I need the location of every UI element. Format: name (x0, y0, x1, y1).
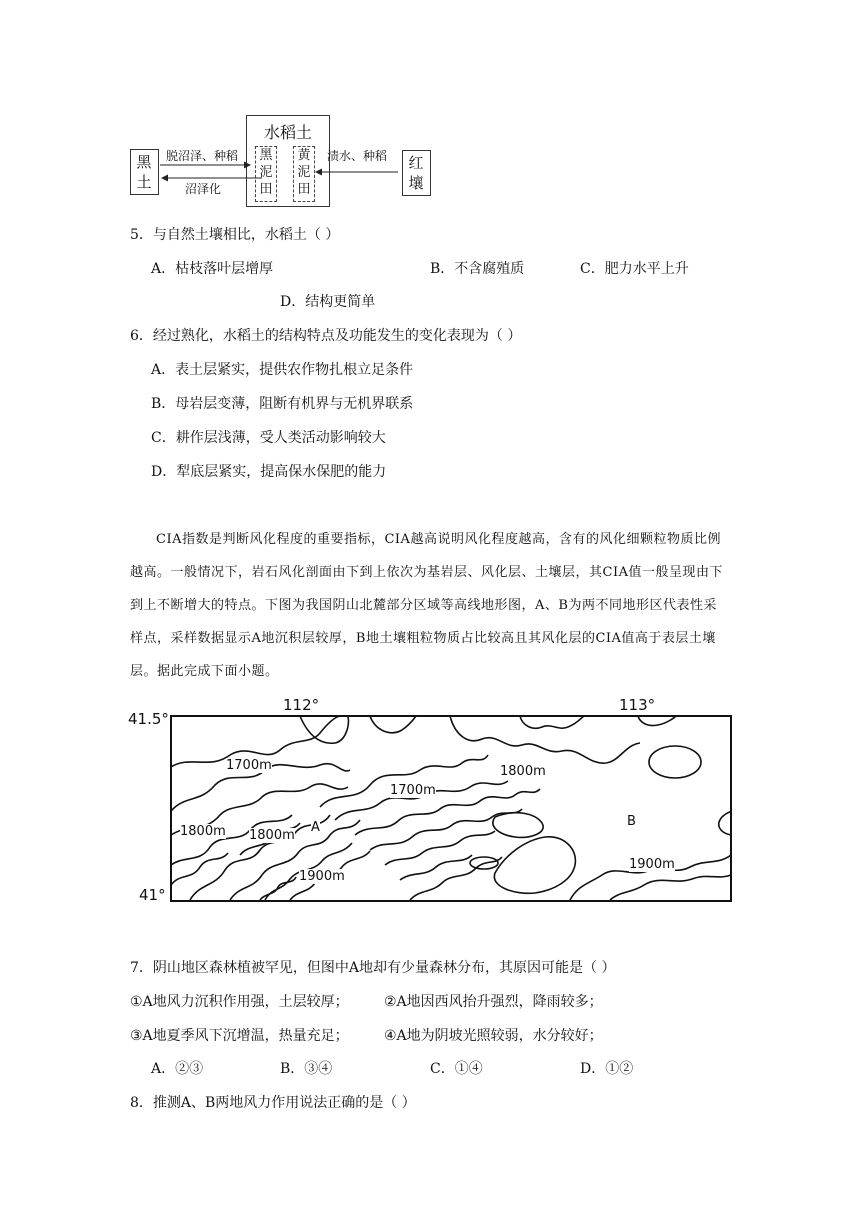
yellow-mud-field-char-3: 田 (297, 182, 311, 197)
black-soil-char-2: 土 (136, 173, 152, 191)
yellow-mud-field-char-1: 黄 (297, 148, 311, 163)
q5-stem: 5．与自然土壤相比，水稻土（ ） (130, 227, 340, 243)
q5-option-d: D．结构更简单 (280, 294, 376, 310)
q7-statement-4: ④A地为阴坡光照较弱，水分较好； (384, 1028, 603, 1044)
reading-passage: CIA指数是判断风化程度的重要指标，CIA越高说明风化程度越高，含有的风化细颗粒物质比例越高。一般情况下，岩石风化剖面由下到上依次为基岩层、风化层、土壤层，其CIA值一般呈现由下到上不断增大的特点。下图为我国阴山北麓部分区域等高线地形图，A、B为两不同地形区代表性采样点，采样数据显示A地沉积层较厚，B地土壤粗粒物质占比较高且其风化层的CIA值高于表层土壤层。据此完成下面小题。 (130, 532, 723, 679)
contour-label-1900-right: 1900m (629, 857, 675, 872)
longitude-label-112: 112° (283, 696, 320, 714)
left-arrow-top-label: 脱沼泽、种稻 (166, 149, 239, 163)
q6-stem: 6．经过熟化，水稻土的结构特点及功能发生的变化表现为（ ） (130, 328, 522, 344)
contour-1900-bottom (260, 877, 296, 900)
black-mud-field-char-3: 田 (259, 182, 273, 197)
q7-option-b: B．③④ (280, 1061, 333, 1077)
yellow-mud-field-char-2: 泥 (297, 165, 311, 180)
contour-label-1900-bottom: 1900m (299, 869, 345, 884)
q6-option-b: B．母岩层变薄，阻断有机界与无机界联系 (151, 396, 414, 412)
q5-option-c: C．肥力水平上升 (580, 261, 689, 277)
contour-1800-left (171, 853, 228, 885)
diagram-arrows (0, 0, 860, 220)
red-soil-char-1: 红 (408, 154, 424, 172)
contour-label-1700-mid: 1700m (390, 783, 436, 798)
q7-option-a: A．②③ (151, 1061, 204, 1077)
q7-statement-3: ③A地夏季风下沉增温，热量充足； (130, 1028, 349, 1044)
paddy-soil-title: 水稻土 (263, 123, 312, 142)
latitude-label-41-5: 41.5° (128, 710, 169, 728)
q7-statement-1: ①A地风力沉积作用强，土层较厚； (130, 994, 349, 1010)
latitude-label-41: 41° (139, 886, 166, 904)
right-arrow-top-label: 渍水、种稻 (327, 149, 388, 163)
contour-label-1700-left: 1700m (226, 758, 272, 773)
longitude-label-113: 113° (619, 696, 656, 714)
red-soil-char-2: 壤 (408, 174, 424, 192)
q7-stem: 7．阴山地区森林植被罕见，但图中A地却有少量森林分布，其原因可能是（ ） (130, 960, 616, 976)
contour-label-1800-mid: 1800m (249, 828, 295, 843)
q8-stem: 8．推测A、B两地风力作用说法正确的是（ ） (130, 1095, 416, 1111)
q6-option-d: D．犁底层紧实，提高保水保肥的能力 (151, 464, 387, 480)
contour-lines (170, 715, 732, 902)
black-mud-field-char-2: 泥 (259, 165, 273, 180)
contour-1800-top (450, 716, 640, 763)
black-soil-char-1: 黑 (136, 153, 152, 171)
contour-label-1800-left: 1800m (180, 824, 226, 839)
q6-option-a: A．表土层紧实，提供农作物扎根立足条件 (151, 362, 414, 378)
left-arrow-bottom-label: 沼泽化 (185, 182, 222, 196)
contour-label-1800-top: 1800m (500, 764, 546, 779)
map-frame (171, 716, 731, 901)
q6-option-c: C．耕作层浅薄，受人类活动影响较大 (151, 430, 386, 446)
q5-option-a: A．枯枝落叶层增厚 (151, 261, 274, 277)
q7-statement-2: ②A地因西风抬升强烈，降雨较多； (384, 994, 603, 1010)
point-b-label: B (627, 814, 636, 829)
q5-option-b: B．不含腐殖质 (430, 261, 525, 277)
q7-option-c: C．①④ (430, 1061, 483, 1077)
point-a-label: A (311, 820, 320, 835)
black-mud-field-char-1: 黑 (259, 148, 273, 163)
q7-option-d: D．①② (580, 1061, 634, 1077)
